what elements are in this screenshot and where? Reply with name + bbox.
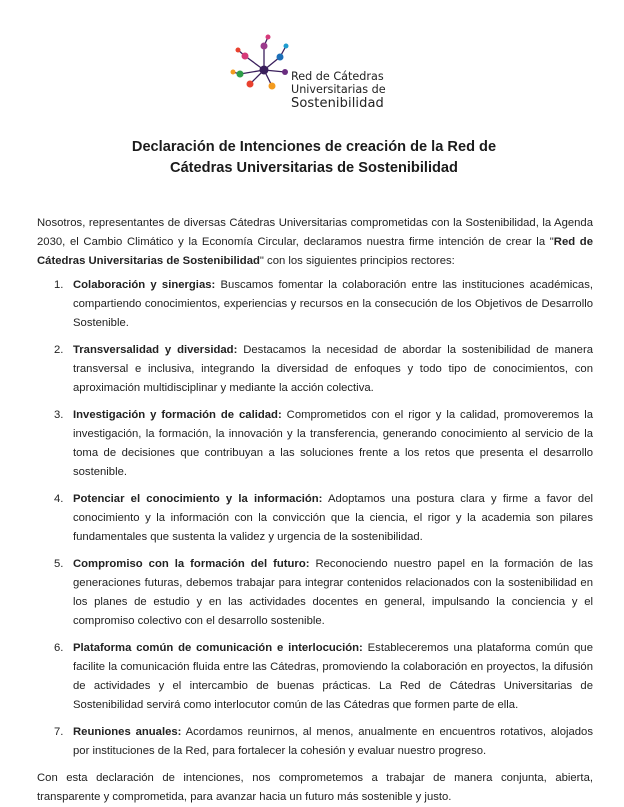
intro-paragraph	[37, 214, 593, 271]
principle-text: Buscamos fomentar la colaboración entre las instituciones académicas, compartiendo conocimientos, experiencias y recursos en la consecución de los Objetivos de Desarrollo Sostenible.	[73, 279, 593, 329]
network-name: Red de Cátedras Universitarias de Sostenibilidad	[37, 236, 593, 267]
principle-number: 3.	[54, 409, 64, 421]
principle-title: Transversalidad y diversidad:	[73, 344, 238, 356]
logo-line-1: Red de Cátedras	[291, 70, 384, 83]
principle-number: 2.	[54, 344, 64, 356]
logo-text	[291, 70, 386, 110]
principle-item	[37, 276, 593, 333]
network-logo	[228, 24, 403, 116]
principle-text: Comprometidos con el rigor y la calidad, promoveremos la investigación, la formación, la innovación y la transferencia, generando conocimiento al servicio de la toma de decisiones que contribuyan a las soluciones frente a los retos que presenta el desarrollo sostenible.	[73, 409, 593, 478]
principle-title: Investigación y formación de calidad:	[73, 409, 282, 421]
principle-title: Reuniones anuales:	[73, 726, 182, 738]
intro-text-before: Nosotros, representantes de diversas Cátedras Universitarias comprometidas con la Sostenibilidad, la Agenda 2030, el Cambio Climático y la Economía Circular, declaramos nuestra firme intención de crear la "	[37, 217, 593, 248]
principle-text: Reconociendo nuestro papel en la formación de las generaciones futuras, debemos trabajar para integrar contenidos relacionados con la sostenibilidad en los planes de estudio y en las actividades docentes en general, impulsando la conciencia y el compromiso colectivo con el desarrollo sostenible.	[73, 558, 593, 627]
closing-paragraph: Con esta declaración de intenciones, nos comprometemos a trabajar de manera conjunta, abierta, transparente y comprometida, para avanzar hacia un futuro más sostenible y justo.	[37, 772, 593, 803]
principle-text: Acordamos reunirnos, al menos, anualmente en encuentros rotativos, alojados por instituciones de la Red, para fortalecer la cohesión y evaluar nuestro progreso.	[73, 726, 593, 757]
principle-text: Destacamos la necesidad de abordar la sostenibilidad de manera transversal e inclusiva, integrando la diversidad de enfoques y todo tipo de conocimientos, con aproximación multidisciplinar y mediante la acción colectiva.	[73, 344, 594, 394]
intro-text-after: " con los siguientes principios rectores:	[259, 255, 455, 267]
principle-item	[37, 341, 593, 398]
principle-title: Potenciar el conocimiento y la información:	[73, 493, 323, 505]
logo-line-2: Universitarias de	[291, 83, 386, 96]
principle-text: Adoptamos una postura clara y firme a favor del conocimiento y la información con la convicción que la ciencia, el rigor y la academia son pilares fundamentales que sustenta la validez y urgencia de la sostenibilidad.	[73, 493, 593, 543]
principle-number: 4.	[54, 493, 64, 505]
principle-item	[37, 555, 593, 631]
principle-item	[37, 490, 593, 547]
logo-line-3: Sostenibilidad	[291, 96, 384, 111]
principle-title: Plataforma común de comunicación e interlocución:	[73, 642, 363, 654]
title-line-2: Cátedras Universitarias de Sostenibilidad	[170, 160, 458, 176]
principle-number: 5.	[54, 558, 64, 570]
principle-title: Colaboración y sinergias:	[73, 279, 216, 291]
title-line-1: Declaración de Intenciones de creación de la Red de	[131, 139, 497, 155]
principle-text: Estableceremos una plataforma común que facilite la comunicación fluida entre las Cátedras, promoviendo la colaboración en proyectos, la difusión de actividades y el intercambio de buenas prácticas. La Red de Cátedras Universitarias de Sostenibilidad servirá como interlocutor común de las Cátedras que formen parte de ella.	[73, 642, 593, 711]
principle-number: 1.	[54, 279, 64, 291]
network-nodes-icon	[228, 24, 292, 116]
principle-item	[37, 723, 593, 761]
principle-title: Compromiso con la formación del futuro:	[73, 558, 310, 570]
document-body	[37, 214, 593, 807]
principle-number: 6.	[54, 642, 64, 654]
document-title	[40, 137, 588, 179]
principle-number: 7.	[54, 726, 64, 738]
principle-item	[37, 639, 593, 715]
principle-item	[37, 406, 593, 482]
principles-list	[37, 276, 593, 761]
